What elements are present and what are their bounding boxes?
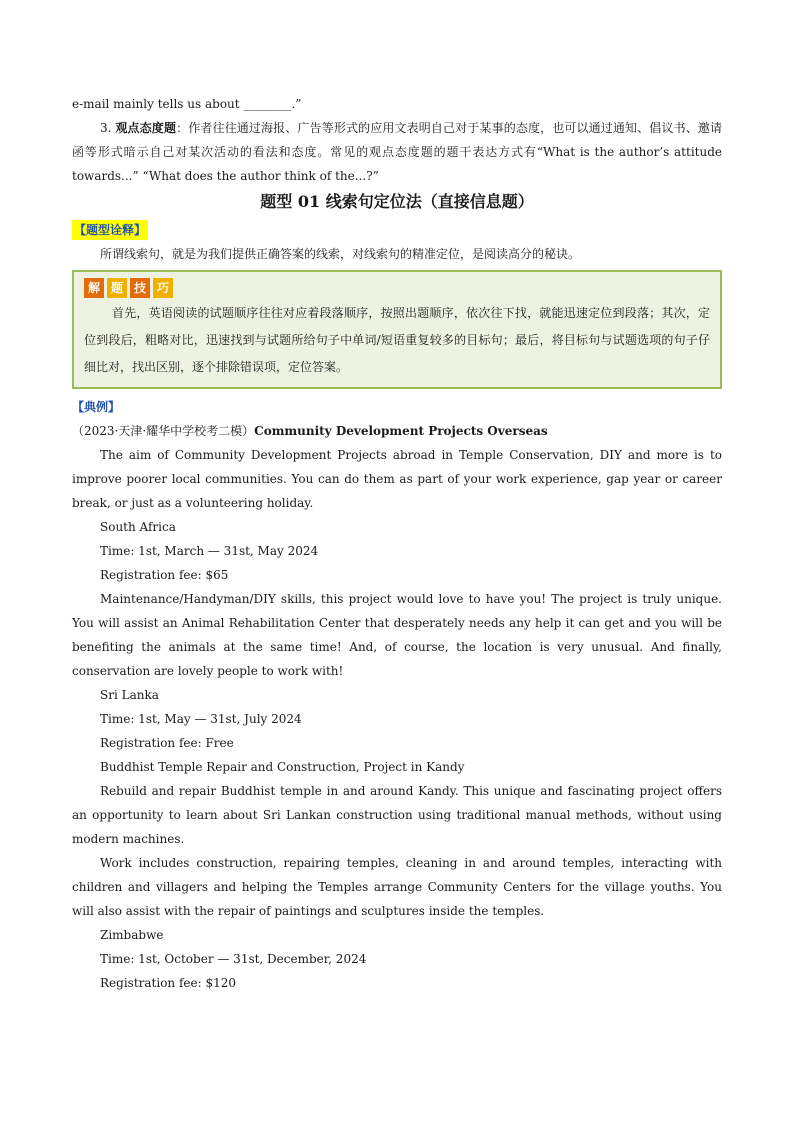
example-source: （2023·天津·耀华中学校考二模） — [72, 424, 255, 438]
section-title: 题型 01 线索句定位法（直接信息题） — [260, 192, 534, 211]
sl-name: Sri Lanka — [100, 688, 159, 702]
item-number: 3. — [100, 121, 116, 135]
item-text: ：作者往往通过海报、广告等形式的应用文表明自己对于某事的态度，也可以通过通知、倡议书、邀请函等形式暗示自己对某次活动的看法和态度。常见的观点态度题的题干表达方式有“What is the author’s attitude towards...” “What does the author think of the...?” — [72, 121, 722, 183]
example-title: Community Development Projects Overseas — [254, 424, 548, 438]
sa-time: Time: 1st, March — 31st, May 2024 — [100, 544, 319, 558]
tips-chip: 题 — [107, 278, 127, 298]
sl-time: Time: 1st, May — 31st, July 2024 — [100, 712, 302, 726]
zw-fee: Registration fee: $120 — [100, 976, 236, 990]
intro-item-3 — [72, 116, 722, 188]
explain-text: 所谓线索句，就是为我们提供正确答案的线索，对线索句的精准定位，是阅读高分的秘诀。 — [100, 247, 581, 261]
example-source-line — [72, 419, 722, 443]
tips-chip: 技 — [130, 278, 150, 298]
example-tag: 【典例】 — [72, 400, 121, 414]
tips-chip: 巧 — [153, 278, 173, 298]
example-para-aim: The aim of Community Development Projects abroad in Temple Conservation, DIY and more is to improve poorer local communities. You can do them as part of your work experience, gap year or career break, or just as a volunteering holiday. — [72, 448, 722, 510]
sl-text-1: Rebuild and repair Buddhist temple in and around Kandy. This unique and fascinating project offers an opportunity to learn about Sri Lankan construction using traditional manual methods, without using modern machines. — [72, 784, 722, 846]
tips-chip: 解 — [84, 278, 104, 298]
tips-text: 首先，英语阅读的试题顺序往往对应着段落顺序，按照出题顺序，依次往下找，就能迅速定位到段落；其次，定位到段后，粗略对比，迅速找到与试题所给句子中单词/短语重复较多的目标句；最后，将目标句与试题选项的句子仔细比对，找出区别，逐个排除错误项，定位答案。 — [84, 306, 710, 374]
tips-box — [72, 270, 722, 389]
explain-tag: 【题型诠释】 — [72, 220, 148, 240]
sl-fee: Registration fee: Free — [100, 736, 234, 750]
sl-project: Buddhist Temple Repair and Construction, Project in Kandy — [100, 760, 465, 774]
sa-name: South Africa — [100, 520, 176, 534]
example-heading — [72, 395, 722, 419]
sa-text: Maintenance/Handyman/DIY skills, this project would love to have you! The project is truly unique. You will assist an Animal Rehabilitation Center that desperately needs any help it can get and you will be benefiting the animals at the same time! And, of course, the location is very unusual. And finally, conservation are lovely people to work with! — [72, 592, 722, 678]
item-heading: 观点态度题 — [115, 121, 177, 135]
explain-heading — [72, 218, 722, 242]
tips-chips — [84, 278, 710, 298]
sl-text-2: Work includes construction, repairing temples, cleaning in and around temples, interacting with children and villagers and helping the Temples arrange Community Centers for the village youths. You will also assist with the repair of paintings and sculptures inside the temples. — [72, 856, 722, 918]
zw-name: Zimbabwe — [100, 928, 164, 942]
sa-fee: Registration fee: $65 — [100, 568, 229, 582]
zw-time: Time: 1st, October — 31st, December, 2024 — [100, 952, 367, 966]
document-page — [72, 92, 722, 995]
intro-line: e-mail mainly tells us about ________.” — [72, 97, 302, 111]
